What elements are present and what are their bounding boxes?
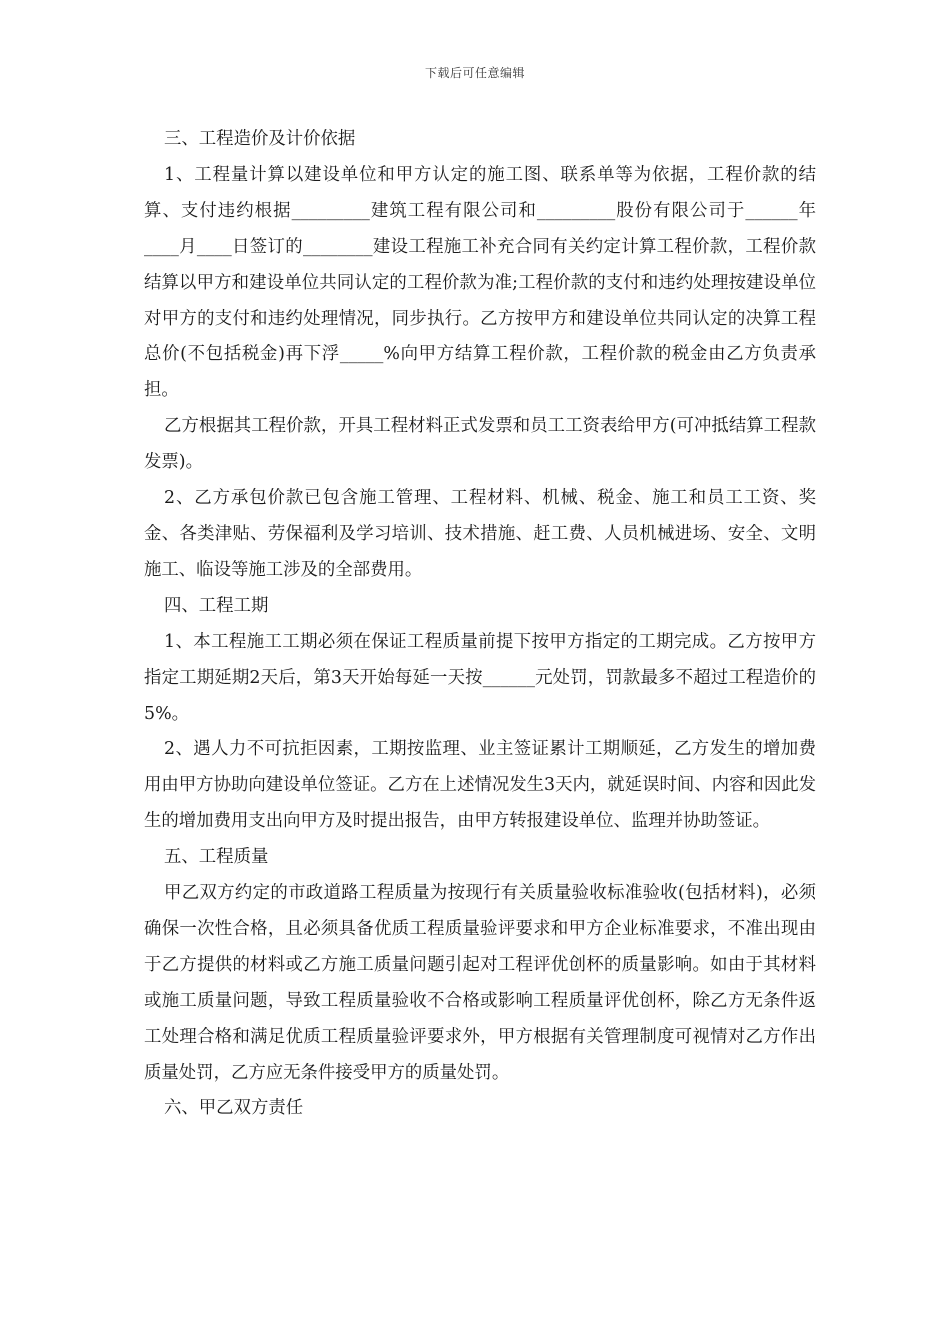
paragraph-invoice: 乙方根据其工程价款，开具工程材料正式发票和员工工资表给甲方(可冲抵结算工程款发票)。 xyxy=(144,416,816,473)
page-header: 下载后可任意编辑 xyxy=(424,66,525,80)
paragraph-schedule-penalty: 1、本工程施工工期必须在保证工程质量前提下按甲方指定的工期完成。乙方按甲方指定工期延期2天后，第3天开始每延一天按______元处罚，罚款最多不超过工程造价的5%。 xyxy=(144,631,816,724)
section-heading-schedule: 四、工程工期 xyxy=(164,595,269,616)
section-heading-quality: 五、工程质量 xyxy=(164,847,269,868)
paragraph-contract-price-scope: 2、乙方承包价款已包含施工管理、工程材料、机械、税金、施工和员工工资、奖金、各类津贴、劳保福利及学习培训、技术措施、赶工费、人员机械进场、安全、文明施工、临设等施工涉及的全部费用。 xyxy=(144,488,816,580)
document-body xyxy=(144,122,816,1127)
paragraph-cost-calculation: 1、工程量计算以建设单位和甲方认定的施工图、联系单等为依据，工程价款的结算、支付违约根据_________建筑工程有限公司和_________股份有限公司于______年____月____日签订的________建设工程施工补充合同有关约定计算工程价款，工程价款结算以甲方和建设单位共同认定的工程价款为准;工程价款的支付和违约处理按建设单位对甲方的支付和违约处理情况，同步执行。乙方按甲方和建设单位共同认定的决算工程总价(不包括税金)再下浮_____%向甲方结算工程价款，工程价款的税金由乙方负责承担。 xyxy=(144,164,816,401)
paragraph-quality-requirements: 甲乙双方约定的市政道路工程质量为按现行有关质量验收标准验收(包括材料)，必须确保一次性合格，且必须具备优质工程质量验评要求和甲方企业标准要求，不准出现由于乙方提供的材料或乙方施工质量问题引起对工程评优创杯的质量影响。如由于其材料或施工质量问题，导致工程质量验收不合格或影响工程质量评优创杯，除乙方无条件返工处理合格和满足优质工程质量验评要求外，甲方根据有关管理制度可视情对乙方作出质量处罚，乙方应无条件接受甲方的质量处罚。 xyxy=(144,883,816,1083)
section-heading-cost-basis: 三、工程造价及计价依据 xyxy=(164,129,356,149)
section-heading-responsibilities: 六、甲乙双方责任 xyxy=(164,1098,304,1119)
paragraph-force-majeure: 2、遇人力不可抗拒因素，工期按监理、业主签证累计工期顺延，乙方发生的增加费用由甲方协助向建设单位签证。乙方在上述情况发生3天内，就延误时间、内容和因此发生的增加费用支出向甲方及时提出报告，由甲方转报建设单位、监理并协助签证。 xyxy=(144,739,816,832)
